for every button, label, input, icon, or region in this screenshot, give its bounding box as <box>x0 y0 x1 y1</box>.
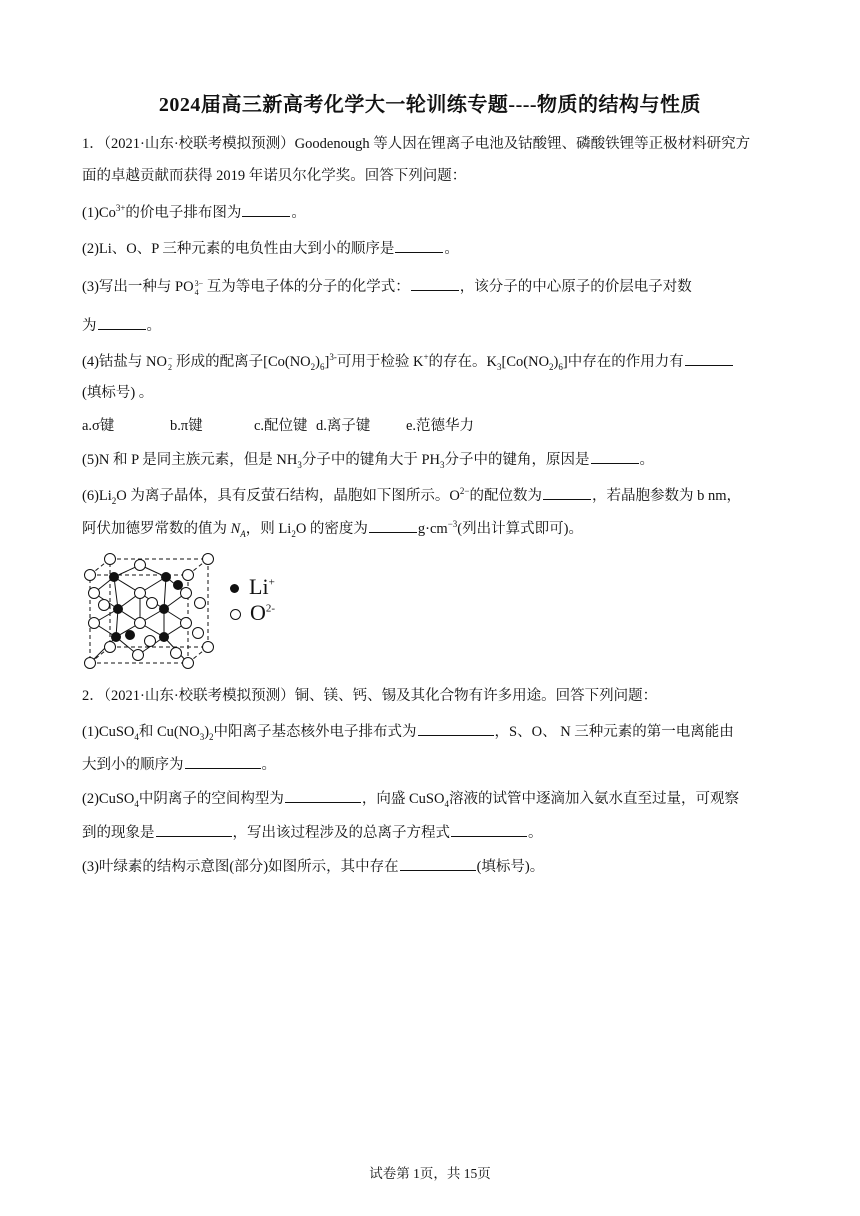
option-d: d.离子键 <box>316 418 371 434</box>
filled-dot-icon <box>230 584 239 593</box>
page-footer: 试卷第 1页，共 15页 <box>369 1166 491 1181</box>
answer-blank[interactable] <box>451 822 527 837</box>
q1-part4: (4)钴盐与 NO − 2 形成的配离子$[Co(NO_2)_6]^{3-}$可用于检验 K+的存在。$K_3[Co(NO_2)_6]$中存在的作用力有 <box>82 351 734 372</box>
open-dot-icon <box>230 609 241 620</box>
answer-blank[interactable] <box>685 351 733 366</box>
oxide-ion-atoms <box>85 554 214 669</box>
q1-part6: $(6)Li_2O$ 为离子晶体，具有反萤石结构，晶胞如下图所示。$O^{2-}$的配位数为 ，若晶胞参数为 b nm， <box>82 486 741 506</box>
answer-blank[interactable] <box>395 238 443 253</box>
q2-part2-cont: 到的现象是 ，写出该过程涉及的总离子方程式 。 <box>82 822 543 843</box>
answer-blank[interactable] <box>185 754 261 769</box>
document-title: 2024届高三新高考化学大一轮训练专题----物质的结构与性质 <box>158 94 702 116</box>
q1-part3-cont: 为 。 <box>82 315 161 336</box>
q1-options <box>82 416 474 436</box>
option-b: b.π键 <box>170 418 203 434</box>
answer-blank[interactable] <box>543 485 591 500</box>
q2-part2: (2)CuSO$_4$中阴离子的空间构型为 ，向盛 CuSO$_4$溶液的试管中逐滴加入氨水直至过量，可观察 <box>82 788 739 809</box>
option-c: c.配位键 <box>254 418 308 434</box>
q1-part4-cont: (填标号) 。 <box>82 385 154 401</box>
li2o-unit-cell-figure <box>80 553 220 671</box>
q2-part3: (3)叶绿素的结构示意图(部分)如图所示，其中存在 (填标号)。 <box>82 856 544 877</box>
answer-blank[interactable] <box>400 856 476 871</box>
q1-part1: $(1)Co^{3+}$的价电子排布图为 。 <box>82 203 306 221</box>
q2-part1-cont: 大到小的顺序为 。 <box>82 754 276 775</box>
q2-stem: 2．（2021·山东·校联考模拟预测）铜、镁、钙、锡及其化合物有许多用途。回答下列问题： <box>82 688 658 704</box>
q1-part6-cont: 阿伏加德罗常数的值为 $N_A$，则 $Li_2O$ 的密度为 $g\cdot cm^{-3}$(列出计算式即可)。 <box>82 519 583 539</box>
answer-blank[interactable] <box>418 721 494 736</box>
crystal-legend <box>230 570 300 626</box>
option-e: e.范德华力 <box>406 418 475 434</box>
q2-part1: (1)CuSO$_4$和 $Cu(NO_3)_2$中阳离子基态核外电子排布式为 ，S、O、 N 三种元素的第一电离能由 <box>82 721 734 742</box>
q1-part5: (5)N 和 P 是同主族元素，但是 $NH_3$分子中的键角大于 $PH_3$分子中的键角，原因是 。 <box>82 449 654 470</box>
answer-blank[interactable] <box>285 788 361 803</box>
option-a: a.σ键 <box>82 418 115 434</box>
answer-blank[interactable] <box>411 276 459 291</box>
q1-part2: (2)Li、O、P 三种元素的电负性由大到小的顺序是 。 <box>82 238 459 259</box>
answer-blank[interactable] <box>156 822 232 837</box>
answer-blank[interactable] <box>591 449 639 464</box>
q1-stem-line1: 1．（2021·山东·校联考模拟预测）Goodenough 等人因在锂离子电池及钴酸锂、磷酸铁锂等正极材料研究方 <box>82 136 751 152</box>
legend-o: $O^{2-}$ <box>230 600 275 626</box>
answer-blank[interactable] <box>98 315 146 330</box>
q1-part3: (3)写出一种与 PO 3− 4 互为等电子体的分子的化学式： ，该分子的中心原子的价层电子对数 <box>82 276 692 297</box>
legend-li: Li+ <box>230 574 275 600</box>
answer-blank[interactable] <box>242 202 290 217</box>
q1-stem-line2: 面的卓越贡献而获得 2019 年诺贝尔化学奖。回答下列问题： <box>82 168 467 184</box>
answer-blank[interactable] <box>369 518 417 533</box>
